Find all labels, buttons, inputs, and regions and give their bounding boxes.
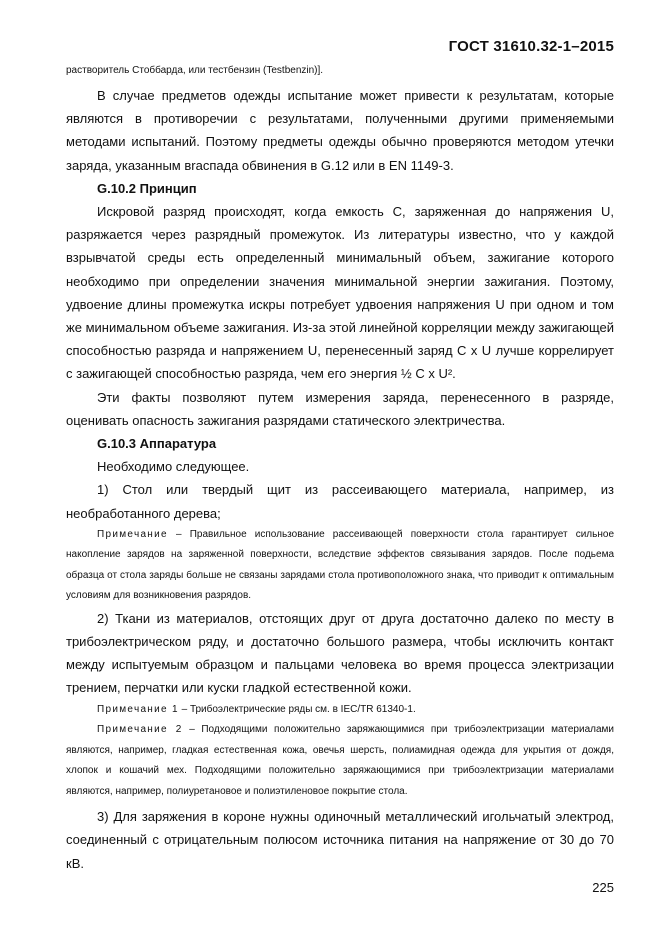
- note-triboelectric-series: [66, 700, 614, 721]
- paragraph-facts: Эти факты позволяют путем измерения заряда, перенесенного в разряде, оценивать опасность зажигания разрядами статического электричества.: [66, 389, 614, 428]
- note-label: Примечание 2: [97, 724, 183, 736]
- page-number: 225: [592, 880, 614, 895]
- list-item-table: 1) Стол или твердый щит из рассеивающего материала, например, из необработанного дерева;: [66, 482, 614, 521]
- document-code: ГОСТ 31610.32-1–2015: [448, 38, 614, 55]
- section-heading-principle: G.10.2 Принцип: [97, 180, 197, 196]
- paragraph-continuation: растворитель Стоббарда, или тестбензин (Testbenzin)].: [66, 65, 324, 76]
- page-body: [66, 64, 614, 875]
- section-heading-apparatus: G.10.3 Аппаратура: [97, 436, 217, 452]
- note-table-surface: [66, 525, 614, 607]
- paragraph-required: Необходимо следующее.: [97, 459, 250, 475]
- paragraph-clothing-test: В случае предметов одежды испытание может привести к результатам, которые являются в противоречии с результатами, полученными другими применяемыми методами испытаний. Поэтому предметы одежды обычно проверяются методом утечки заряда, указанным вraспада обвинения в G.12 или в EN 1149-3.: [66, 88, 614, 173]
- note-text: – Правильное использование рассеивающей поверхности стола гарантирует сильное накопление зарядов на заряженной поверхности, вследствие эффектов связывания зарядов. После подьема образца от стола заряды больше не связаны зарядами стола противоположного знака, что приводит к оптимальным условиям для возникновения разрядов.: [66, 528, 614, 602]
- note-materials: [66, 720, 614, 802]
- note-text: – Подходящими положительно заряжающимися при трибоэлектризации материалами являются, например, гладкая естественная кожа, овечья шерсть, полиамидная одежда для укрытия от дождя, хлопок и кошачий мех. Подходящими положительно заряжающимися при трибоэлектризации материалами являются, например, полиуретановое и полиэтиленовое покрытие стола.: [66, 724, 614, 797]
- note-label: Примечание 1: [97, 703, 179, 715]
- note-label: Примечание: [97, 528, 168, 540]
- note-text: – Трибоэлектрические ряды см. в IEC/TR 61340-1.: [178, 703, 416, 715]
- paragraph-spark-discharge: Искровой разряд происходят, когда емкость С, заряженная до напряжения U, разряжается через разрядный промежуток. Из литературы известно, что у каждой взрывчатой среды есть определенный минимальный объем, зажигание которого необходимо при определении значения минимальной энергии зажигания. Поэтому, удвоение длины промежутка искры потребует удвоения напряжения U при одном и том же минимальном объеме зажигания. Из-за этой линейной корреляции между зажигающей способностью разряда и напряжением U, перенесенный заряд C x U лучше коррелирует с зажигающей способностью разряда, чем его энергия ½ C x U².: [66, 204, 614, 382]
- list-item-fabrics: 2) Ткани из материалов, отстоящих друг от друга достаточно далеко по месту в трибоэлектрическом ряду, и достаточно большого размера, чтобы исключить контакт между испытуемым образцом и пальцами человека во время процесса электризации трением, перчатки или куски гладкой естественной кожи.: [66, 610, 614, 696]
- list-item-corona-electrode: 3) Для заряжения в короне нужны одиночный металлический игольчатый электрод, соединенный с отрицательным полюсом источника питания на напряжение от 30 до 70 кВ.: [66, 809, 614, 871]
